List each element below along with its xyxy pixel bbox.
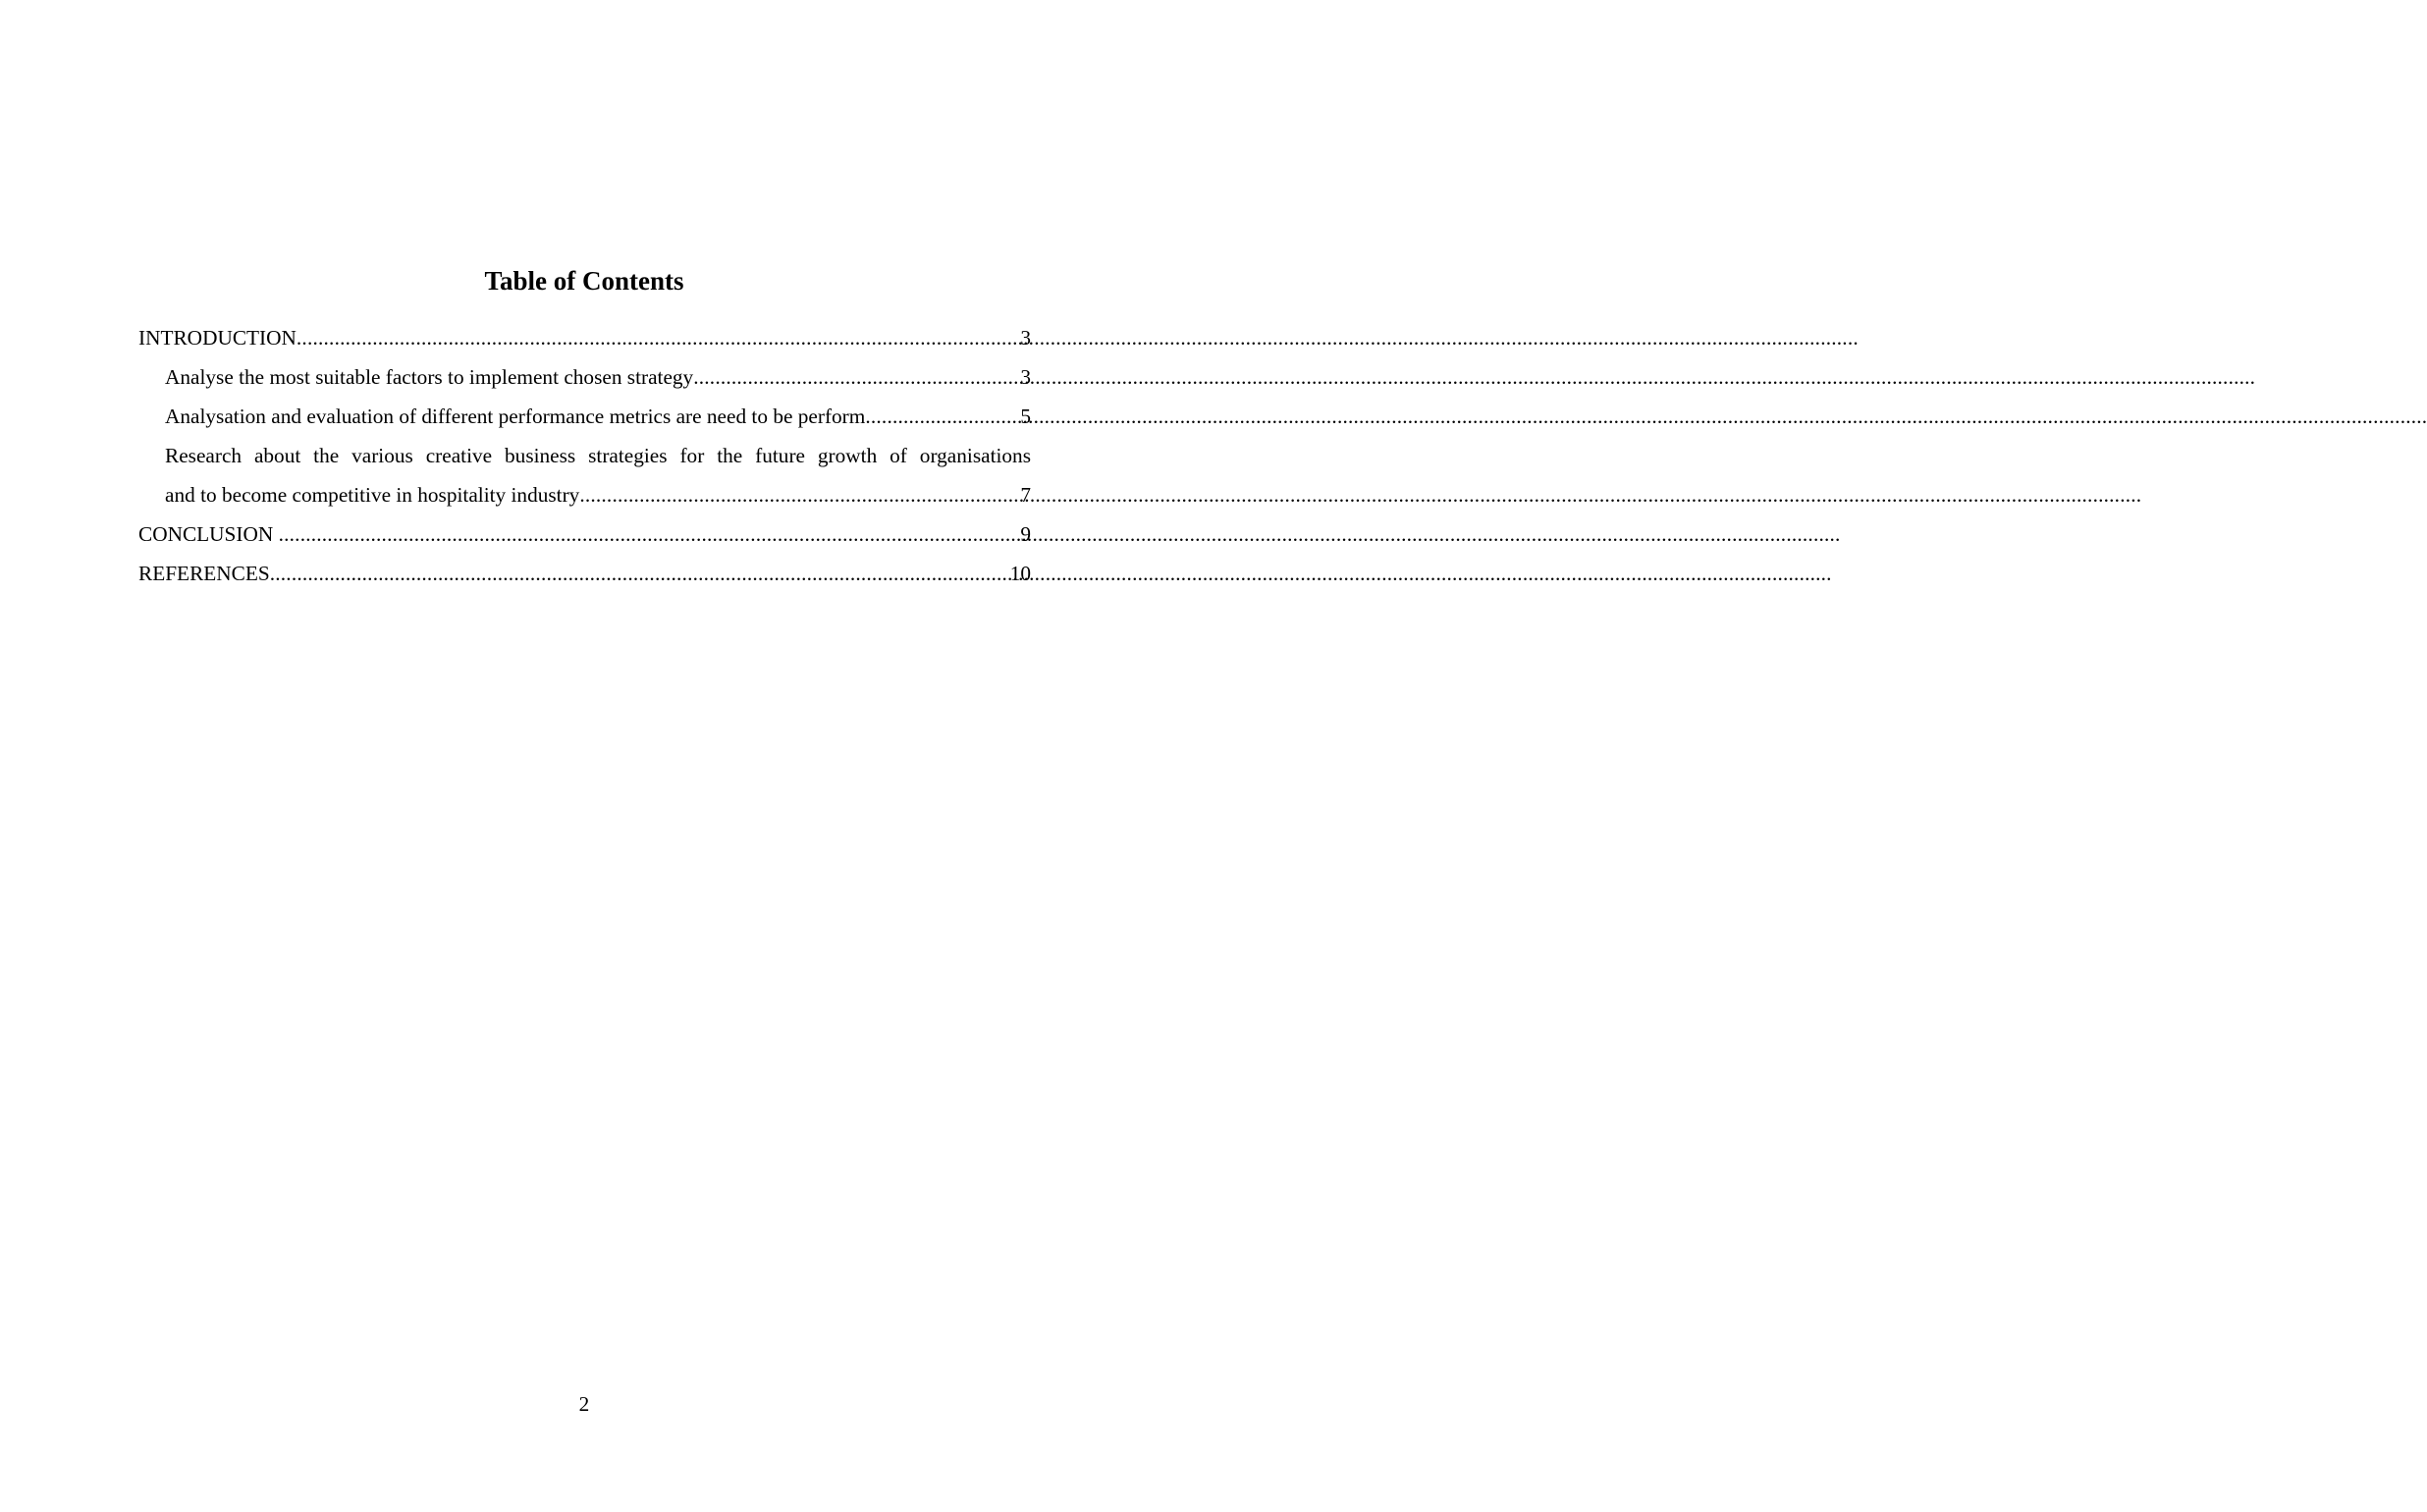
- toc-dot-leader: [279, 514, 1021, 554]
- toc-entry-text-line1: Research about the various creative business strategies for the future growth of organisations: [165, 444, 1031, 467]
- toc-entry-page: 3: [1020, 326, 1031, 350]
- toc-dot-leader: [693, 357, 1020, 397]
- toc-entry-creative-strategies[interactable]: [138, 436, 1031, 514]
- toc-entry-page: 9: [1020, 522, 1031, 546]
- toc-title: Table of Contents: [484, 266, 684, 296]
- toc-dot-leader: [865, 397, 1020, 436]
- toc-entry-conclusion[interactable]: [138, 514, 1031, 554]
- toc-entry-text: CONCLUSION: [138, 522, 279, 546]
- toc-entry-references[interactable]: [138, 554, 1031, 593]
- page-number: 2: [578, 1392, 590, 1416]
- toc-entry-line: [165, 397, 1031, 436]
- toc-dot-leader: [297, 318, 1020, 357]
- toc-entry-suitable-factors[interactable]: [138, 357, 1031, 397]
- toc-entry-performance-metrics[interactable]: [138, 397, 1031, 436]
- toc-entry-line: [138, 554, 1031, 593]
- toc-entry-page: 10: [1009, 562, 1031, 585]
- toc-dot-leader: [270, 554, 1010, 593]
- toc-entry-line: [165, 357, 1031, 397]
- toc-entry-line: [138, 318, 1031, 357]
- toc-entry-text: INTRODUCTION: [138, 326, 297, 350]
- toc-entry-introduction[interactable]: [138, 318, 1031, 357]
- toc-entry-page: 7: [1020, 483, 1031, 507]
- toc-entry-text: REFERENCES: [138, 562, 270, 585]
- toc-entry-text-line2: and to become competitive in hospitality industry: [165, 483, 580, 507]
- toc-entry-text: Analyse the most suitable factors to implement chosen strategy: [165, 365, 694, 389]
- toc-dot-leader: [579, 475, 1020, 514]
- toc-list: [138, 318, 1031, 593]
- toc-entry-page: 3: [1020, 365, 1031, 389]
- document-page: [0, 0, 1168, 1512]
- toc-entry-line: [138, 514, 1031, 554]
- toc-entry-line: [165, 475, 1031, 514]
- toc-entry-page: 5: [1020, 405, 1031, 428]
- toc-entry-text: Analysation and evaluation of different performance metrics are need to be perform: [165, 405, 866, 428]
